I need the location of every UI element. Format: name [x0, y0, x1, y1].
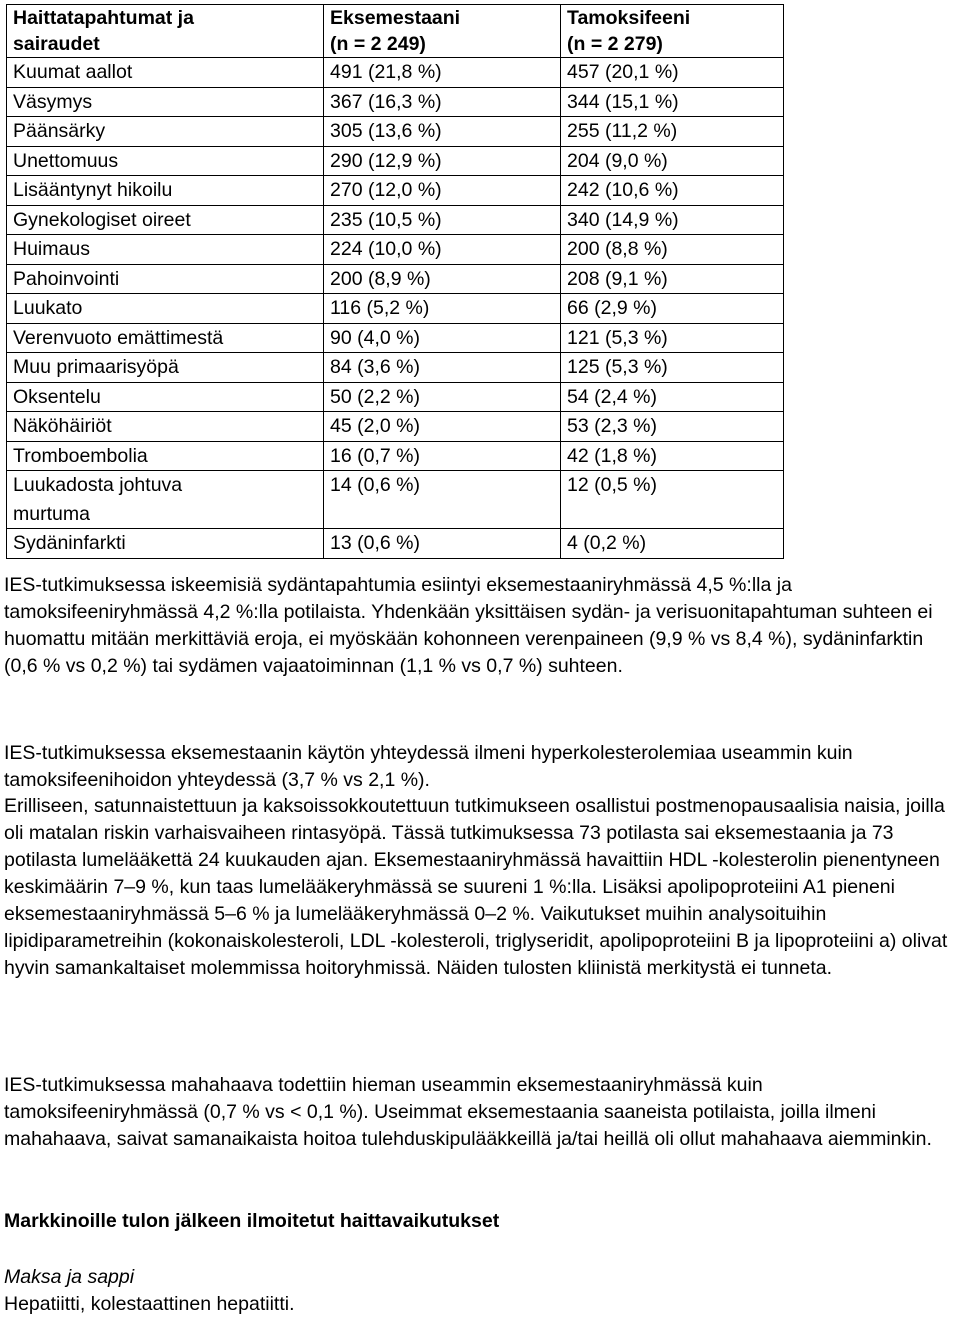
tamoxifen-cell: 200 (8,8 %): [561, 235, 784, 265]
adverse-events-table: [6, 4, 784, 559]
header-event-line2: sairaudet: [13, 33, 100, 55]
tamoxifen-cell: 340 (14,9 %): [561, 205, 784, 235]
paragraph-hypercholesterolemia: IES-tutkimuksessa eksemestaanin käytön yhteydessä ilmeni hyperkolesterolemiaa useammin kuin tamoksifeenihoidon yhteydessä (3,7 % vs 2,1 %).: [4, 742, 853, 791]
table-row: [7, 87, 784, 117]
exemestane-cell: 491 (21,8 %): [324, 58, 561, 88]
table-row: [7, 235, 784, 265]
section-heading: Markkinoille tulon jälkeen ilmoitetut haittavaikutukset: [4, 1210, 500, 1232]
table-header-row: [7, 5, 784, 58]
exemestane-cell: 290 (12,9 %): [324, 146, 561, 176]
event-cell: Väsymys: [7, 87, 324, 117]
exemestane-cell: 235 (10,5 %): [324, 205, 561, 235]
table-row: [7, 117, 784, 147]
event-cell: Verenvuoto emättimestä: [7, 323, 324, 353]
exemestane-cell: 224 (10,0 %): [324, 235, 561, 265]
event-cell: Näköhäiriöt: [7, 412, 324, 442]
header-exemestane-line1: Eksemestaani: [330, 7, 461, 29]
tamoxifen-cell: 53 (2,3 %): [561, 412, 784, 442]
tamoxifen-cell: 66 (2,9 %): [561, 294, 784, 324]
table-row: [7, 176, 784, 206]
exemestane-cell: 14 (0,6 %): [324, 471, 561, 529]
event-cell: Oksentelu: [7, 382, 324, 412]
table-row: [7, 529, 784, 559]
subsection-heading: Maksa ja sappi: [4, 1266, 135, 1288]
exemestane-cell: 270 (12,0 %): [324, 176, 561, 206]
header-tamoxifen-line1: Tamoksifeeni: [567, 7, 691, 29]
header-event: [7, 5, 324, 58]
exemestane-cell: 45 (2,0 %): [324, 412, 561, 442]
event-cell: Pahoinvointi: [7, 264, 324, 294]
tamoxifen-cell: 12 (0,5 %): [561, 471, 784, 529]
exemestane-cell: 90 (4,0 %): [324, 323, 561, 353]
table-row: [7, 205, 784, 235]
tamoxifen-cell: 42 (1,8 %): [561, 441, 784, 471]
event-cell: Gynekologiset oireet: [7, 205, 324, 235]
exemestane-cell: 84 (3,6 %): [324, 353, 561, 383]
table-row: [7, 412, 784, 442]
event-cell: Luukato: [7, 294, 324, 324]
event-cell: Huimaus: [7, 235, 324, 265]
table-row: [7, 323, 784, 353]
table-row: [7, 382, 784, 412]
header-tamoxifen-line2: (n = 2 279): [567, 33, 663, 55]
tamoxifen-cell: 255 (11,2 %): [561, 117, 784, 147]
exemestane-cell: 200 (8,9 %): [324, 264, 561, 294]
table-row: [7, 58, 784, 88]
event-cell: Unettomuus: [7, 146, 324, 176]
event-cell: Sydäninfarkti: [7, 529, 324, 559]
tamoxifen-cell: 208 (9,1 %): [561, 264, 784, 294]
paragraph-lipid-study: Erilliseen, satunnaistettuun ja kaksoissokkoutettuun tutkimukseen osallistui postmenopausaalisia naisia, joilla oli matalan riskin varhaisvaiheen rintasyöpä. Tässä tutkimuksessa 73 potilasta sai eksemestaania ja 73 potilasta lumelääkettä 24 kuukauden ajan. Eksemestaaniryhmässä havaittiin HDL -kolesterolin pienentyneen keskimäärin 7–9 %, kun taas lumelääkeryhmässä se suureni 1 %:lla. Lisäksi apolipoproteiini A1 pieneni eksemestaaniryhmässä 5–6 % ja lumelääkeryhmässä 0–2 %. Vaikutukset muihin analysoituihin lipidiparametreihin (kokonaiskolesteroli, LDL -kolesteroli, triglyseridit, apolipoproteiini B ja lipoproteiini a) olivat hyvin samankaltaiset molemmissa hoitoryhmissä. Näiden tulosten kliinistä merkitystä ei tunneta.: [4, 795, 948, 979]
event-cell: Luukadosta johtuva murtuma: [7, 471, 324, 529]
tamoxifen-cell: 54 (2,4 %): [561, 382, 784, 412]
tamoxifen-cell: 457 (20,1 %): [561, 58, 784, 88]
tamoxifen-cell: 204 (9,0 %): [561, 146, 784, 176]
tamoxifen-cell: 242 (10,6 %): [561, 176, 784, 206]
table-row: [7, 353, 784, 383]
exemestane-cell: 50 (2,2 %): [324, 382, 561, 412]
table-row: [7, 146, 784, 176]
table-row: [7, 441, 784, 471]
event-cell: Muu primaarisyöpä: [7, 353, 324, 383]
tamoxifen-cell: 121 (5,3 %): [561, 323, 784, 353]
tamoxifen-cell: 344 (15,1 %): [561, 87, 784, 117]
tamoxifen-cell: 125 (5,3 %): [561, 353, 784, 383]
tamoxifen-cell: 4 (0,2 %): [561, 529, 784, 559]
paragraph-gastric-ulcer: IES-tutkimuksessa mahahaava todettiin hieman useammin eksemestaaniryhmässä kuin tamoksifeeniryhmässä (0,7 % vs < 0,1 %). Useimmat eksemestaania saaneista potilaista, joilla ilmeni mahahaava, saivat samanaikaista hoitoa tulehduskipulääkkeillä ja/tai heillä oli ollut mahahaava aiemminkin.: [4, 1074, 932, 1150]
header-tamoxifen: [561, 5, 784, 58]
exemestane-cell: 16 (0,7 %): [324, 441, 561, 471]
exemestane-cell: 116 (5,2 %): [324, 294, 561, 324]
exemestane-cell: 305 (13,6 %): [324, 117, 561, 147]
table-row: [7, 294, 784, 324]
exemestane-cell: 367 (16,3 %): [324, 87, 561, 117]
event-cell: Päänsärky: [7, 117, 324, 147]
event-cell: Kuumat aallot: [7, 58, 324, 88]
paragraph-ischemic-events: IES-tutkimuksessa iskeemisiä sydäntapahtumia esiintyi eksemestaaniryhmässä 4,5 %:lla ja tamoksifeeniryhmässä 4,2 %:lla potilaista. Yhdenkään yksittäisen sydän- ja verisuonitapahtuman suhteen ei huomattu mitään merkittäviä eroja, ei myöskään kohonneen verenpaineen (9,9 % vs 8,4 %), sydäninfarktin (0,6 % vs 0,2 %) tai sydämen vajaatoiminnan (1,1 % vs 0,7 %) suhteen.: [4, 574, 933, 677]
header-exemestane: [324, 5, 561, 58]
exemestane-cell: 13 (0,6 %): [324, 529, 561, 559]
table-row: [7, 264, 784, 294]
event-cell: Tromboembolia: [7, 441, 324, 471]
header-exemestane-line2: (n = 2 249): [330, 33, 426, 55]
table-row: [7, 471, 784, 529]
header-event-line1: Haittatapahtumat ja: [13, 7, 194, 29]
paragraph-hepatitis: Hepatiitti, kolestaattinen hepatiitti.: [4, 1293, 295, 1315]
event-cell: Lisääntynyt hikoilu: [7, 176, 324, 206]
